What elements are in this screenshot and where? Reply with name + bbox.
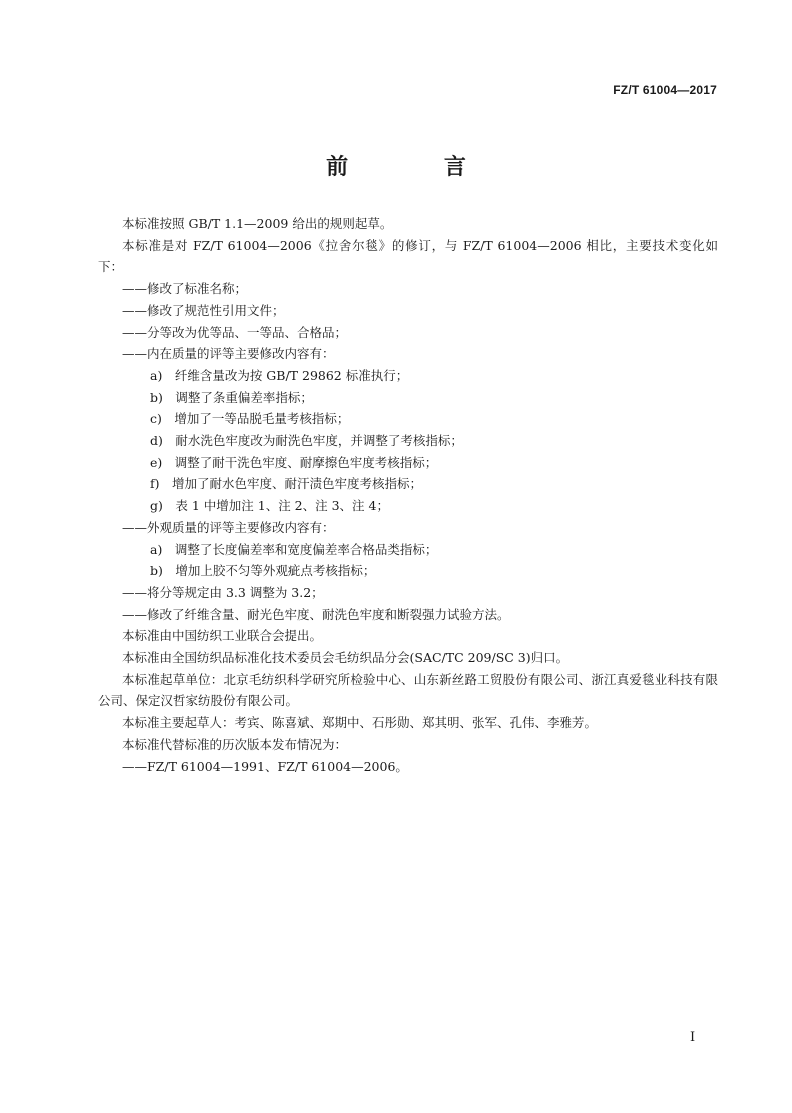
sub-item: g) 表 1 中增加注 1、注 2、注 3、注 4； (150, 498, 389, 514)
history-item: ——FZ/T 61004—1991、FZ/T 61004—2006。 (122, 758, 408, 774)
page-number: I (690, 1030, 696, 1045)
change-item: ——修改了标准名称； (122, 281, 248, 297)
sub-item: b) 调整了条重偏差率指标； (150, 389, 313, 405)
change-item: ——修改了纤维含量、耐光色牢度、耐洗色牢度和断裂强力试验方法。 (122, 606, 510, 622)
sub-item: e) 调整了耐干洗色牢度、耐摩擦色牢度考核指标； (150, 454, 438, 470)
sub-item: f) 增加了耐水色牢度、耐汗渍色牢度考核指标； (150, 476, 423, 492)
sub-item: d) 耐水洗色牢度改为耐洗色牢度，并调整了考核指标； (150, 433, 463, 449)
change-item: ——内在质量的评等主要修改内容有： (122, 346, 335, 362)
sub-item: a) 纤维含量改为按 GB/T 29862 标准执行； (150, 367, 409, 383)
paragraph-proposer: 本标准由中国纺织工业联合会提出。 (122, 628, 323, 644)
change-item: ——外观质量的评等主要修改内容有： (122, 519, 335, 535)
paragraph-governing-body: 本标准由全国纺织品标准化技术委员会毛纺织品分会(SAC/TC 209/SC 3)归口。 (122, 650, 569, 666)
foreword-body (98, 213, 718, 777)
paragraph-history-intro: 本标准代替标准的历次版本发布情况为： (122, 736, 348, 752)
sub-item: a) 调整了长度偏差率和宽度偏差率合格品类指标； (150, 541, 438, 557)
paragraph-drafting-rules: 本标准按照 GB/T 1.1—2009 给出的规则起草。 (122, 216, 393, 231)
paragraph-drafters: 本标准主要起草人：考宾、陈喜斌、郑期中、石彤勋、郑其明、张军、孔伟、李雅芳。 (122, 715, 598, 731)
sub-item: b) 增加上胶不匀等外观疵点考核指标； (150, 563, 376, 579)
standard-code: FZ/T 61004—2017 (613, 83, 717, 97)
page-title: 前 言 (326, 155, 510, 180)
paragraph-drafting-units: 本标准起草单位：北京毛纺织科学研究所检验中心、山东新丝路工贸股份有限公司、浙江真爱毯业科技有限公司、保定汉哲家纺股份有限公司。 (98, 671, 718, 709)
change-item: ——将分等规定由 3.3 调整为 3.2； (122, 584, 324, 600)
change-item: ——修改了规范性引用文件； (122, 302, 285, 318)
sub-item: c) 增加了一等品脱毛量考核指标； (150, 411, 350, 427)
paragraph-revision-summary: 本标准是对 FZ/T 61004—2006《拉舍尔毯》的修订，与 FZ/T 61004—2006 相比，主要技术变化如下： (98, 237, 718, 275)
change-item: ——分等改为优等品、一等品、合格品； (122, 324, 348, 340)
